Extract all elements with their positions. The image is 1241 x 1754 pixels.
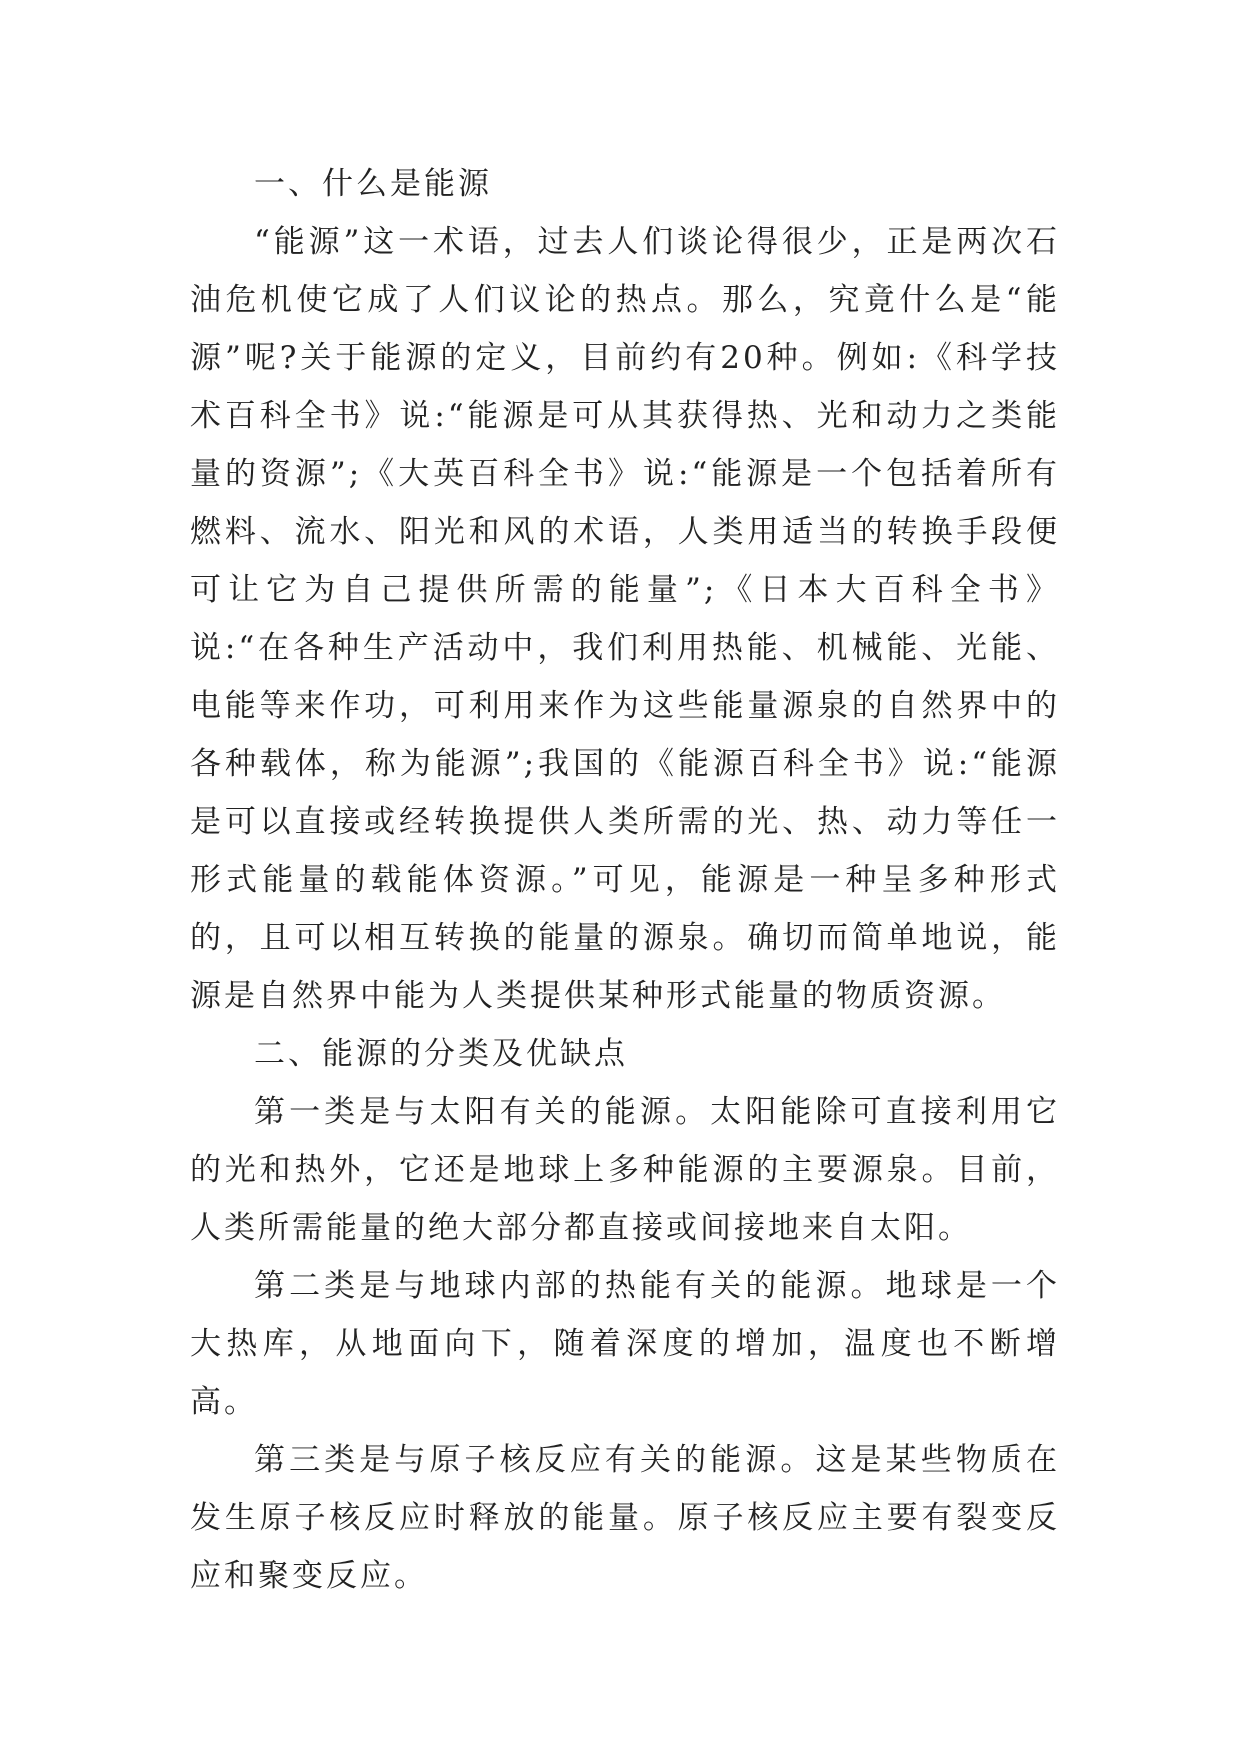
section-heading-2: 二、能源的分类及优缺点	[254, 1036, 628, 1072]
paragraph-energy-definition: “能源”这一术语，过去人们谈论得很少，正是两次石油危机使它成了人们议论的热点。那么，究竟什么是“能源”呢?关于能源的定义，目前约有20种。例如:《科学技术百科全书》说:“能源是可从其获得热、光和动力之类能量的资源”;《大英百科全书》说:“能源是一个包括着所有燃料、流水、阳光和风的术语，人类用适当的转换手段便可让它为自己提供所需的能量”;《日本大百科全书》说:“在各种生产活动中，我们利用热能、机械能、光能、电能等来作功，可利用来作为这些能量源泉的自然界中的各种载体，称为能源”;我国的《能源百科全书》说:“能源是可以直接或经转换提供人类所需的光、热、动力等任一形式能量的载能体资源。”可见，能源是一种呈多种形式的，且可以相互转换的能量的源泉。确切而简单地说，能源是自然界中能为人类提供某种形式能量的物质资源。	[190, 224, 1060, 1014]
paragraph-geothermal-energy: 第二类是与地球内部的热能有关的能源。地球是一个大热库，从地面向下，随着深度的增加，温度也不断增高。	[190, 1268, 1060, 1420]
paragraph-solar-energy: 第一类是与太阳有关的能源。太阳能除可直接利用它的光和热外，它还是地球上多种能源的主要源泉。目前，人类所需能量的绝大部分都直接或间接地来自太阳。	[190, 1094, 1060, 1246]
document-body	[190, 155, 1060, 1605]
paragraph-nuclear-energy: 第三类是与原子核反应有关的能源。这是某些物质在发生原子核反应时释放的能量。原子核反应主要有裂变反应和聚变反应。	[190, 1442, 1060, 1594]
section-heading-1: 一、什么是能源	[254, 166, 492, 202]
